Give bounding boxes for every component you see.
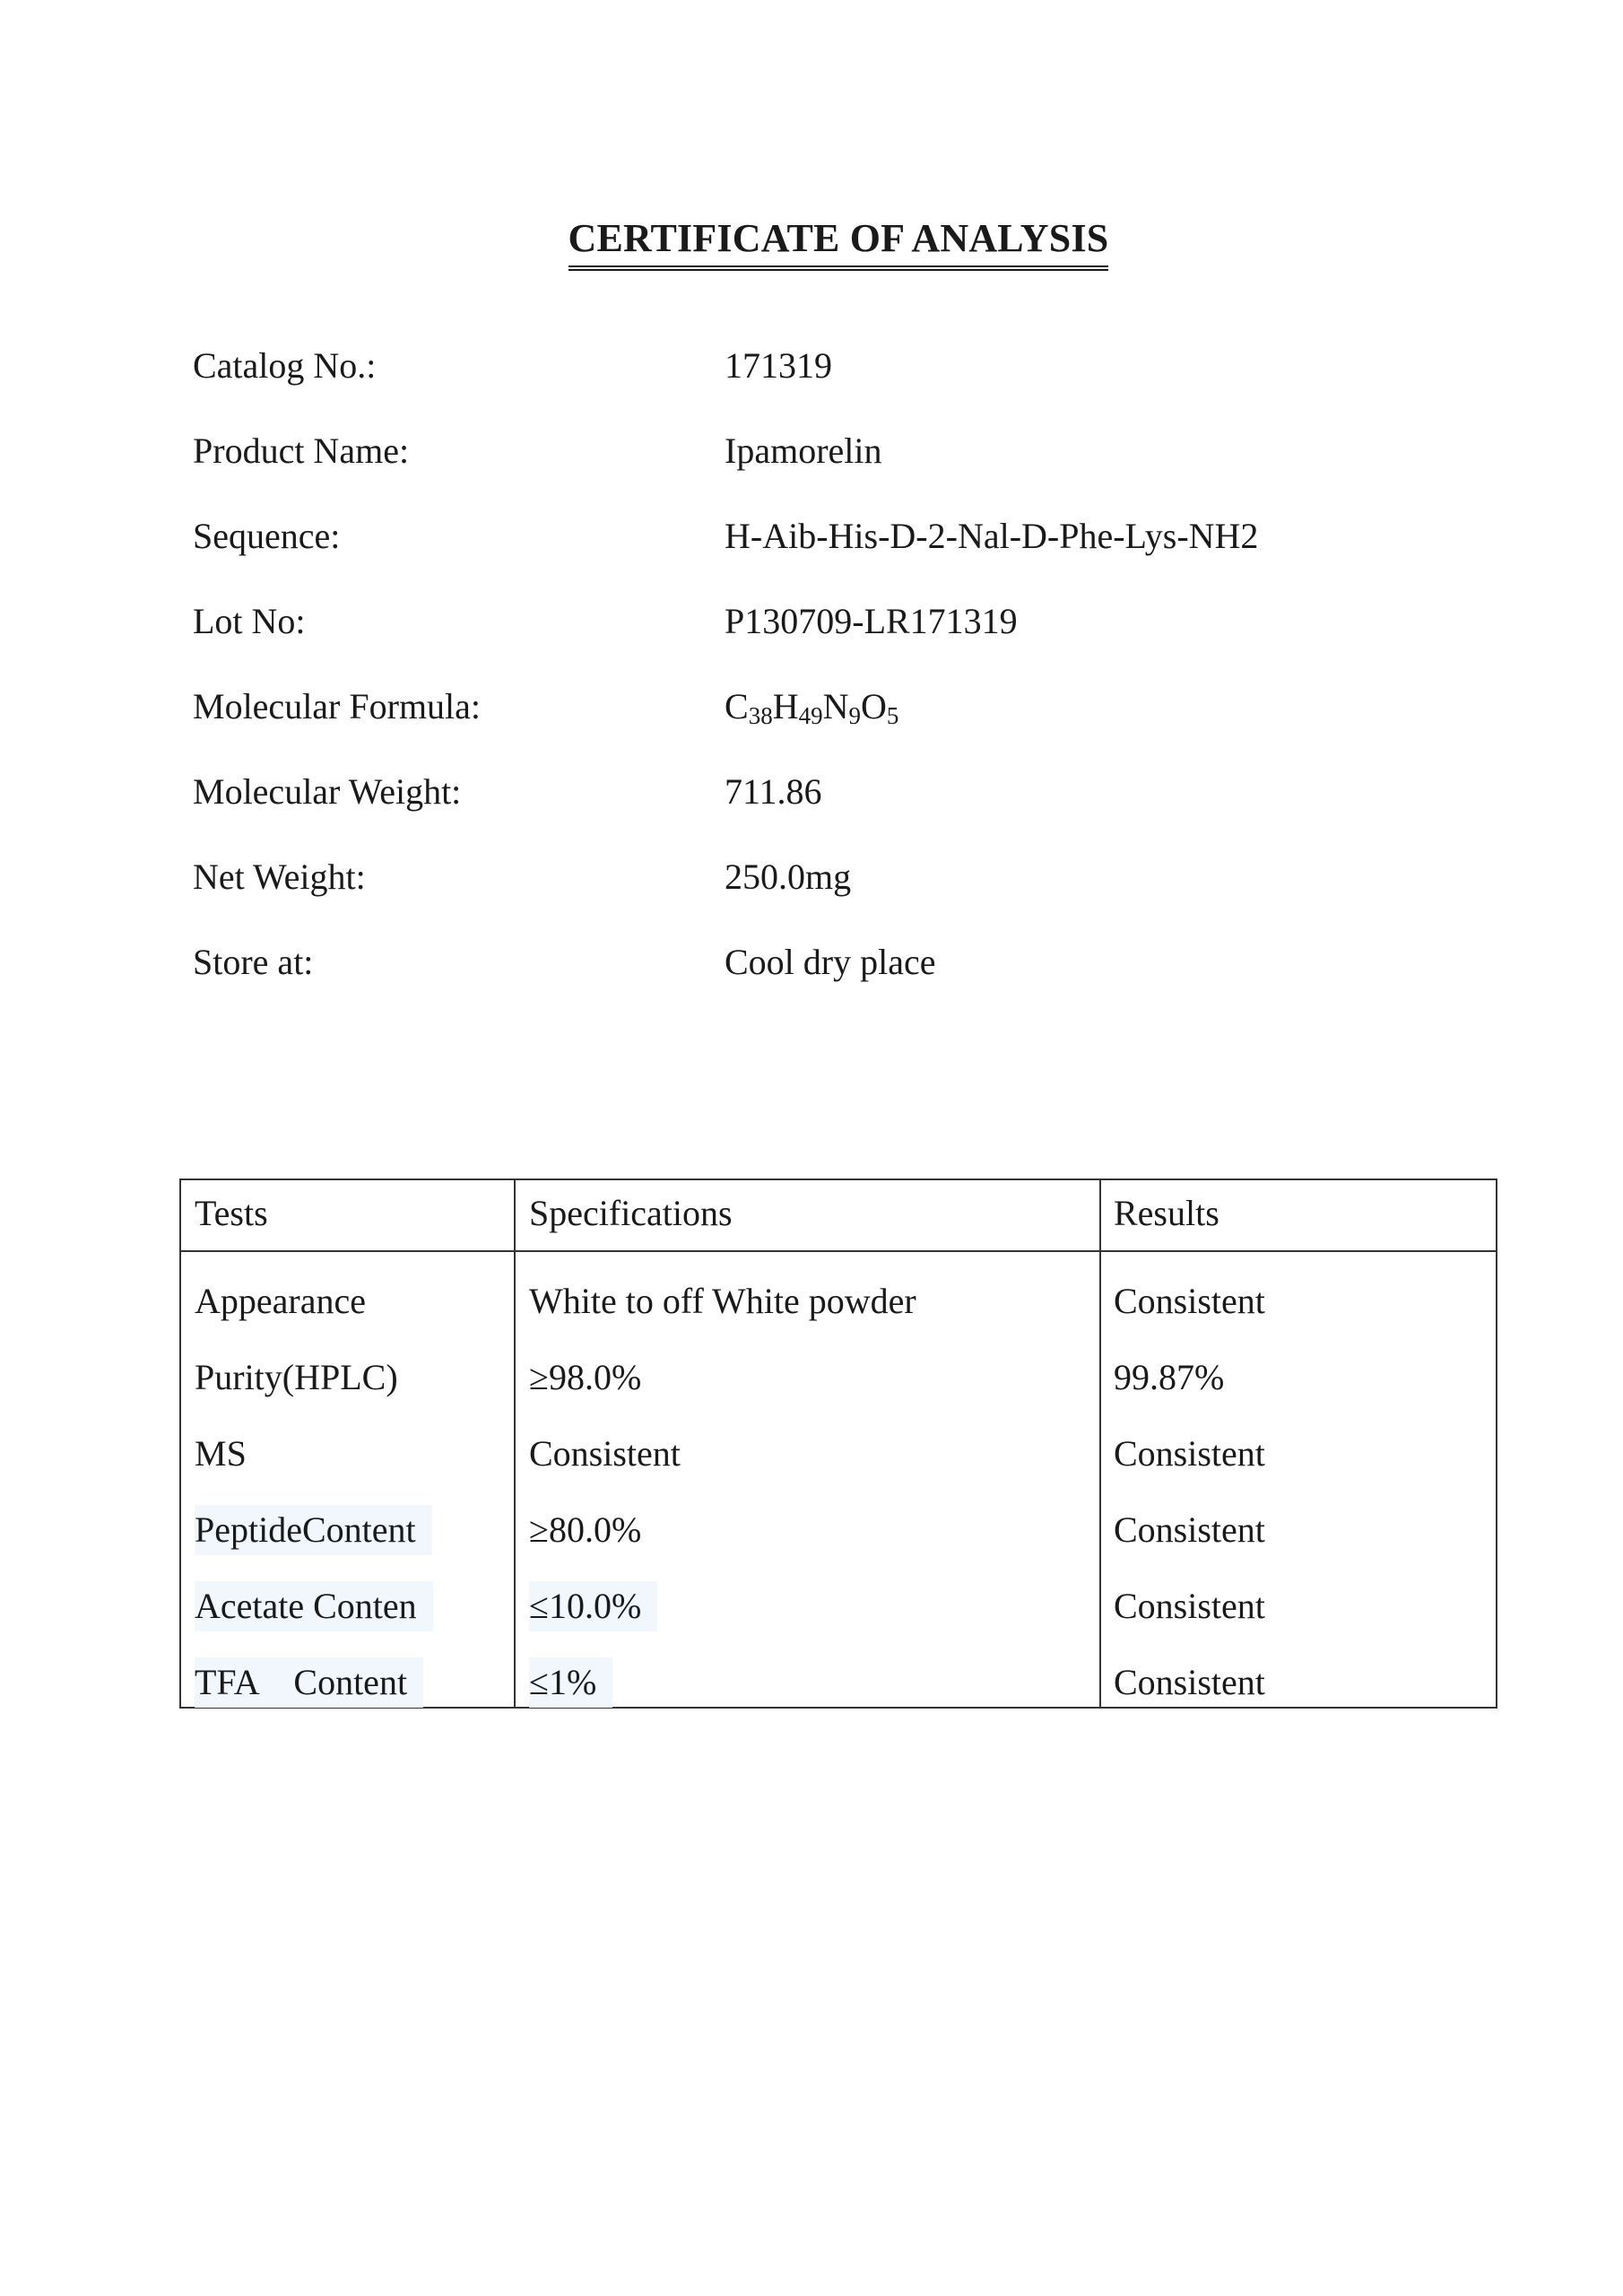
catalog-label: Catalog No.: xyxy=(193,345,377,386)
store-at-value: Cool dry place xyxy=(725,942,936,982)
table-cell-result: Consistent xyxy=(1114,1586,1265,1626)
lot-value: P130709-LR171319 xyxy=(725,601,1018,641)
header-results: Results xyxy=(1114,1193,1219,1233)
table-cell-spec: ≥98.0% xyxy=(529,1357,642,1397)
table-cell-spec: ≥80.0% xyxy=(529,1509,642,1550)
table-cell-result: Consistent xyxy=(1114,1433,1265,1474)
info-row-store-at xyxy=(0,935,1623,989)
header-specifications: Specifications xyxy=(529,1193,733,1233)
lot-label: Lot No: xyxy=(193,601,306,641)
net-weight-label: Net Weight: xyxy=(193,857,366,897)
analysis-table xyxy=(179,1178,1497,1709)
table-cell-spec: ≤1% xyxy=(529,1657,612,1708)
header-tests: Tests xyxy=(195,1193,268,1233)
column-divider xyxy=(1099,1180,1101,1707)
sequence-label: Sequence: xyxy=(193,516,341,556)
header-divider xyxy=(181,1250,1496,1252)
info-row-catalog xyxy=(0,339,1623,393)
table-cell-result: 99.87% xyxy=(1114,1357,1225,1397)
molecular-weight-value: 711.86 xyxy=(725,771,822,812)
table-cell-result: Consistent xyxy=(1114,1509,1265,1550)
store-at-label: Store at: xyxy=(193,942,314,982)
info-row-molecular-weight xyxy=(0,765,1623,819)
info-row-sequence xyxy=(0,509,1623,563)
document-title-text: CERTIFICATE OF ANALYSIS xyxy=(568,213,1109,271)
product-name-value: Ipamorelin xyxy=(725,430,882,471)
info-row-net-weight xyxy=(0,850,1623,904)
table-cell-test: Purity(HPLC) xyxy=(195,1357,398,1397)
table-cell-spec: Consistent xyxy=(529,1433,681,1474)
table-cell-test: Appearance xyxy=(195,1281,366,1321)
sequence-value: H-Aib-His-D-2-Nal-D-Phe-Lys-NH2 xyxy=(725,516,1259,556)
table-cell-test: TFA Content xyxy=(195,1657,423,1708)
table-cell-test: PeptideContent xyxy=(195,1505,432,1555)
table-cell-spec: White to off White powder xyxy=(529,1281,916,1321)
column-divider xyxy=(514,1180,516,1707)
formula-label: Molecular Formula: xyxy=(193,686,482,726)
net-weight-value: 250.0mg xyxy=(725,857,852,897)
molecular-weight-label: Molecular Weight: xyxy=(193,771,462,812)
catalog-value: 171319 xyxy=(725,345,832,386)
table-cell-result: Consistent xyxy=(1114,1662,1265,1702)
table-cell-spec: ≤10.0% xyxy=(529,1581,657,1631)
table-cell-test: MS xyxy=(195,1433,247,1474)
document-title xyxy=(0,213,1623,271)
table-cell-test: Acetate Conten xyxy=(195,1581,433,1631)
info-row-lot xyxy=(0,595,1623,648)
formula-value: $C_{38}H_{49}N_9O_5$ xyxy=(725,686,899,729)
info-row-product-name xyxy=(0,424,1623,478)
product-name-label: Product Name: xyxy=(193,430,410,471)
info-row-formula xyxy=(0,680,1623,734)
table-cell-result: Consistent xyxy=(1114,1281,1265,1321)
